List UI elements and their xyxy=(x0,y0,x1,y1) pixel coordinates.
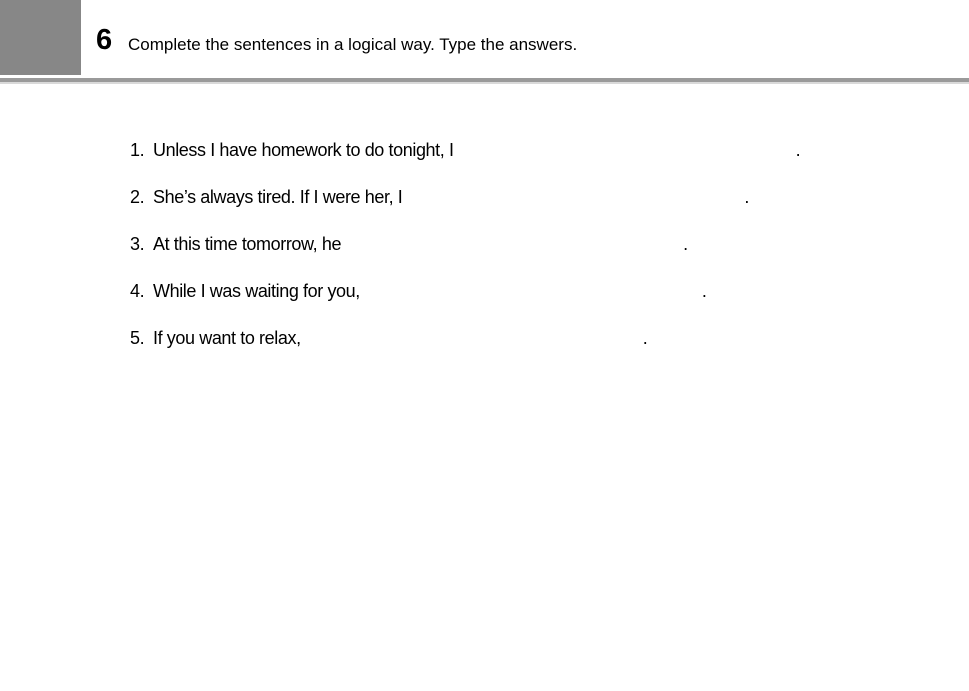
sentence-end: . xyxy=(701,281,707,301)
exercise-number: 6 xyxy=(96,24,113,56)
sentence-number: 3. xyxy=(130,234,145,254)
sentence-end: . xyxy=(642,328,648,348)
sentence-end: . xyxy=(744,187,749,207)
sentence-item-4 xyxy=(130,277,707,305)
exercise-marker-block xyxy=(0,0,81,75)
answer-input-1[interactable] xyxy=(454,140,796,164)
sentence-end: . xyxy=(683,234,688,254)
sentence-number: 1. xyxy=(130,140,145,160)
header-divider-shadow xyxy=(0,82,969,84)
sentence-item-1 xyxy=(130,136,800,164)
sentence-end: . xyxy=(795,140,801,160)
exercise-instruction: Complete the sentences in a logical way. Type the answers. xyxy=(128,35,578,54)
sentence-stem: She’s always tired. If I were her, I xyxy=(153,187,403,207)
answer-input-4[interactable] xyxy=(360,281,702,305)
sentence-stem: If you want to relax, xyxy=(153,328,301,348)
answer-input-3[interactable] xyxy=(341,234,683,258)
sentence-stem: At this time tomorrow, he xyxy=(153,234,342,254)
sentence-stem: Unless I have homework to do tonight, I xyxy=(153,140,454,160)
sentence-item-2 xyxy=(130,183,749,211)
answer-input-2[interactable] xyxy=(402,187,744,211)
sentence-number: 5. xyxy=(130,328,145,348)
exercise-header xyxy=(0,0,969,80)
sentence-item-3 xyxy=(130,230,688,258)
sentence-number: 4. xyxy=(130,281,145,301)
answer-input-5[interactable] xyxy=(301,328,643,352)
sentence-number: 2. xyxy=(130,187,145,207)
sentence-stem: While I was waiting for you, xyxy=(153,281,360,301)
sentence-item-5 xyxy=(130,324,647,352)
